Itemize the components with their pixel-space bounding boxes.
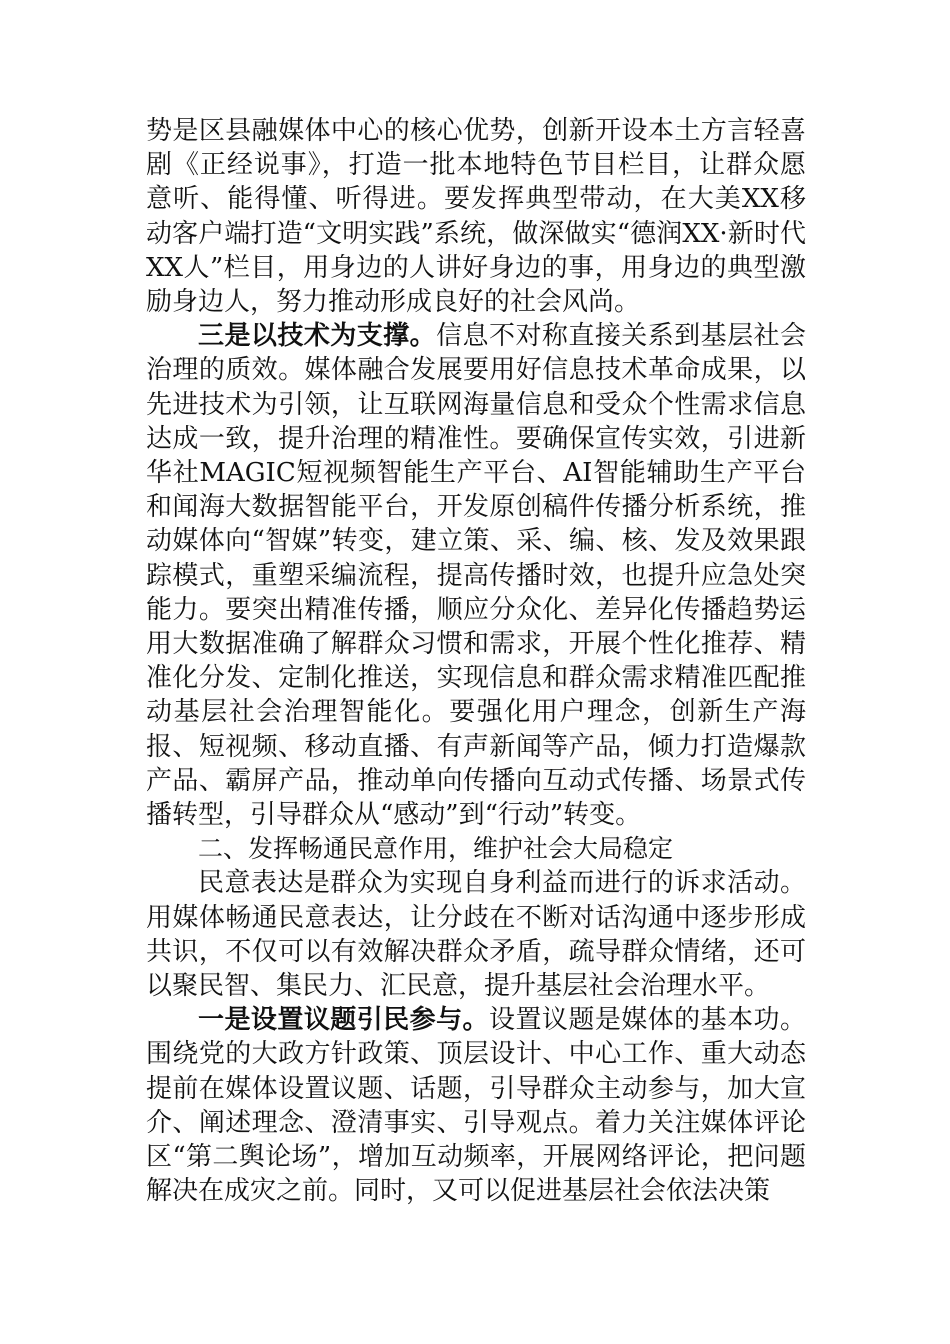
paragraph-public-opinion: [146, 866, 806, 1003]
paragraph-lead-heading: 一是设置议题引民参与。: [198, 1005, 489, 1036]
paragraph-text: 信息不对称直接关系到基层社会治理的质效。媒体融合发展要用好信息技术革命成果，以先进技术为引领，让互联网海量信息和受众个性需求信息达成一致，提升治理的精准性。要确保宣传实效，引进新华社MAGIC短视频智能生产平台、AI智能辅助生产平台和闻海大数据智能平台，开发原创稿件传播分析系统，推动媒体向“智媒”转变，建立策、采、编、核、发及效果跟踪模式，重塑采编流程，提高传播时效，也提升应急处突能力。要突出精准传播，顺应分众化、差异化传播趋势运用大数据准确了解群众习惯和需求，开展个性化推荐、精准化分发、定制化推送，实现信息和群众需求精准匹配推动基层社会治理智能化。要强化用户理念，创新生产海报、短视频、移动直播、有声新闻等产品，倾力打造爆款产品、霸屏产品，推动单向传播向互动式传播、场景式传播转型，引导群众从“感动”到“行动”转变。: [146, 321, 806, 831]
paragraph-text: 设置议题是媒体的基本功。围绕党的大政方针政策、顶层设计、中心工作、重大动态提前在媒体设置议题、话题，引导群众主动参与，加大宣介、阐述理念、澄清事实、引导观点。着力关注媒体评论区“第二舆论场”，增加互动频率，开展网络评论，把问题解决在成灾之前。同时，又可以促进基层社会依法决策: [146, 1005, 806, 1207]
paragraph-continued: [146, 114, 806, 319]
paragraph-agenda-setting: [146, 1003, 806, 1208]
document-page: [146, 114, 806, 1209]
paragraph-text: 势是区县融媒体中心的核心优势，创新开设本土方言轻喜剧《正经说事》，打造一批本地特色节目栏目，让群众愿意听、能得懂、听得进。要发挥典型带动，在大美XX移动客户端打造“文明实践”系统，做深做实“德润XX·新时代XX人”栏目，用身边的人讲好身边的事，用身边的典型激励身边人，努力推动形成良好的社会风尚。: [146, 116, 806, 318]
paragraph-text: 民意表达是群众为实现自身利益而进行的诉求活动。用媒体畅通民意表达，让分歧在不断对话沟通中逐步形成共识，不仅可以有效解决群众矛盾，疏导群众情绪，还可以聚民智、集民力、汇民意，提升基层社会治理水平。: [146, 868, 806, 1002]
paragraph-lead-heading: 三是以技术为支撑。: [198, 321, 437, 352]
paragraph-technology-support: [146, 319, 806, 832]
section-heading: 二、发挥畅通民意作用，维护社会大局稳定: [198, 834, 674, 864]
